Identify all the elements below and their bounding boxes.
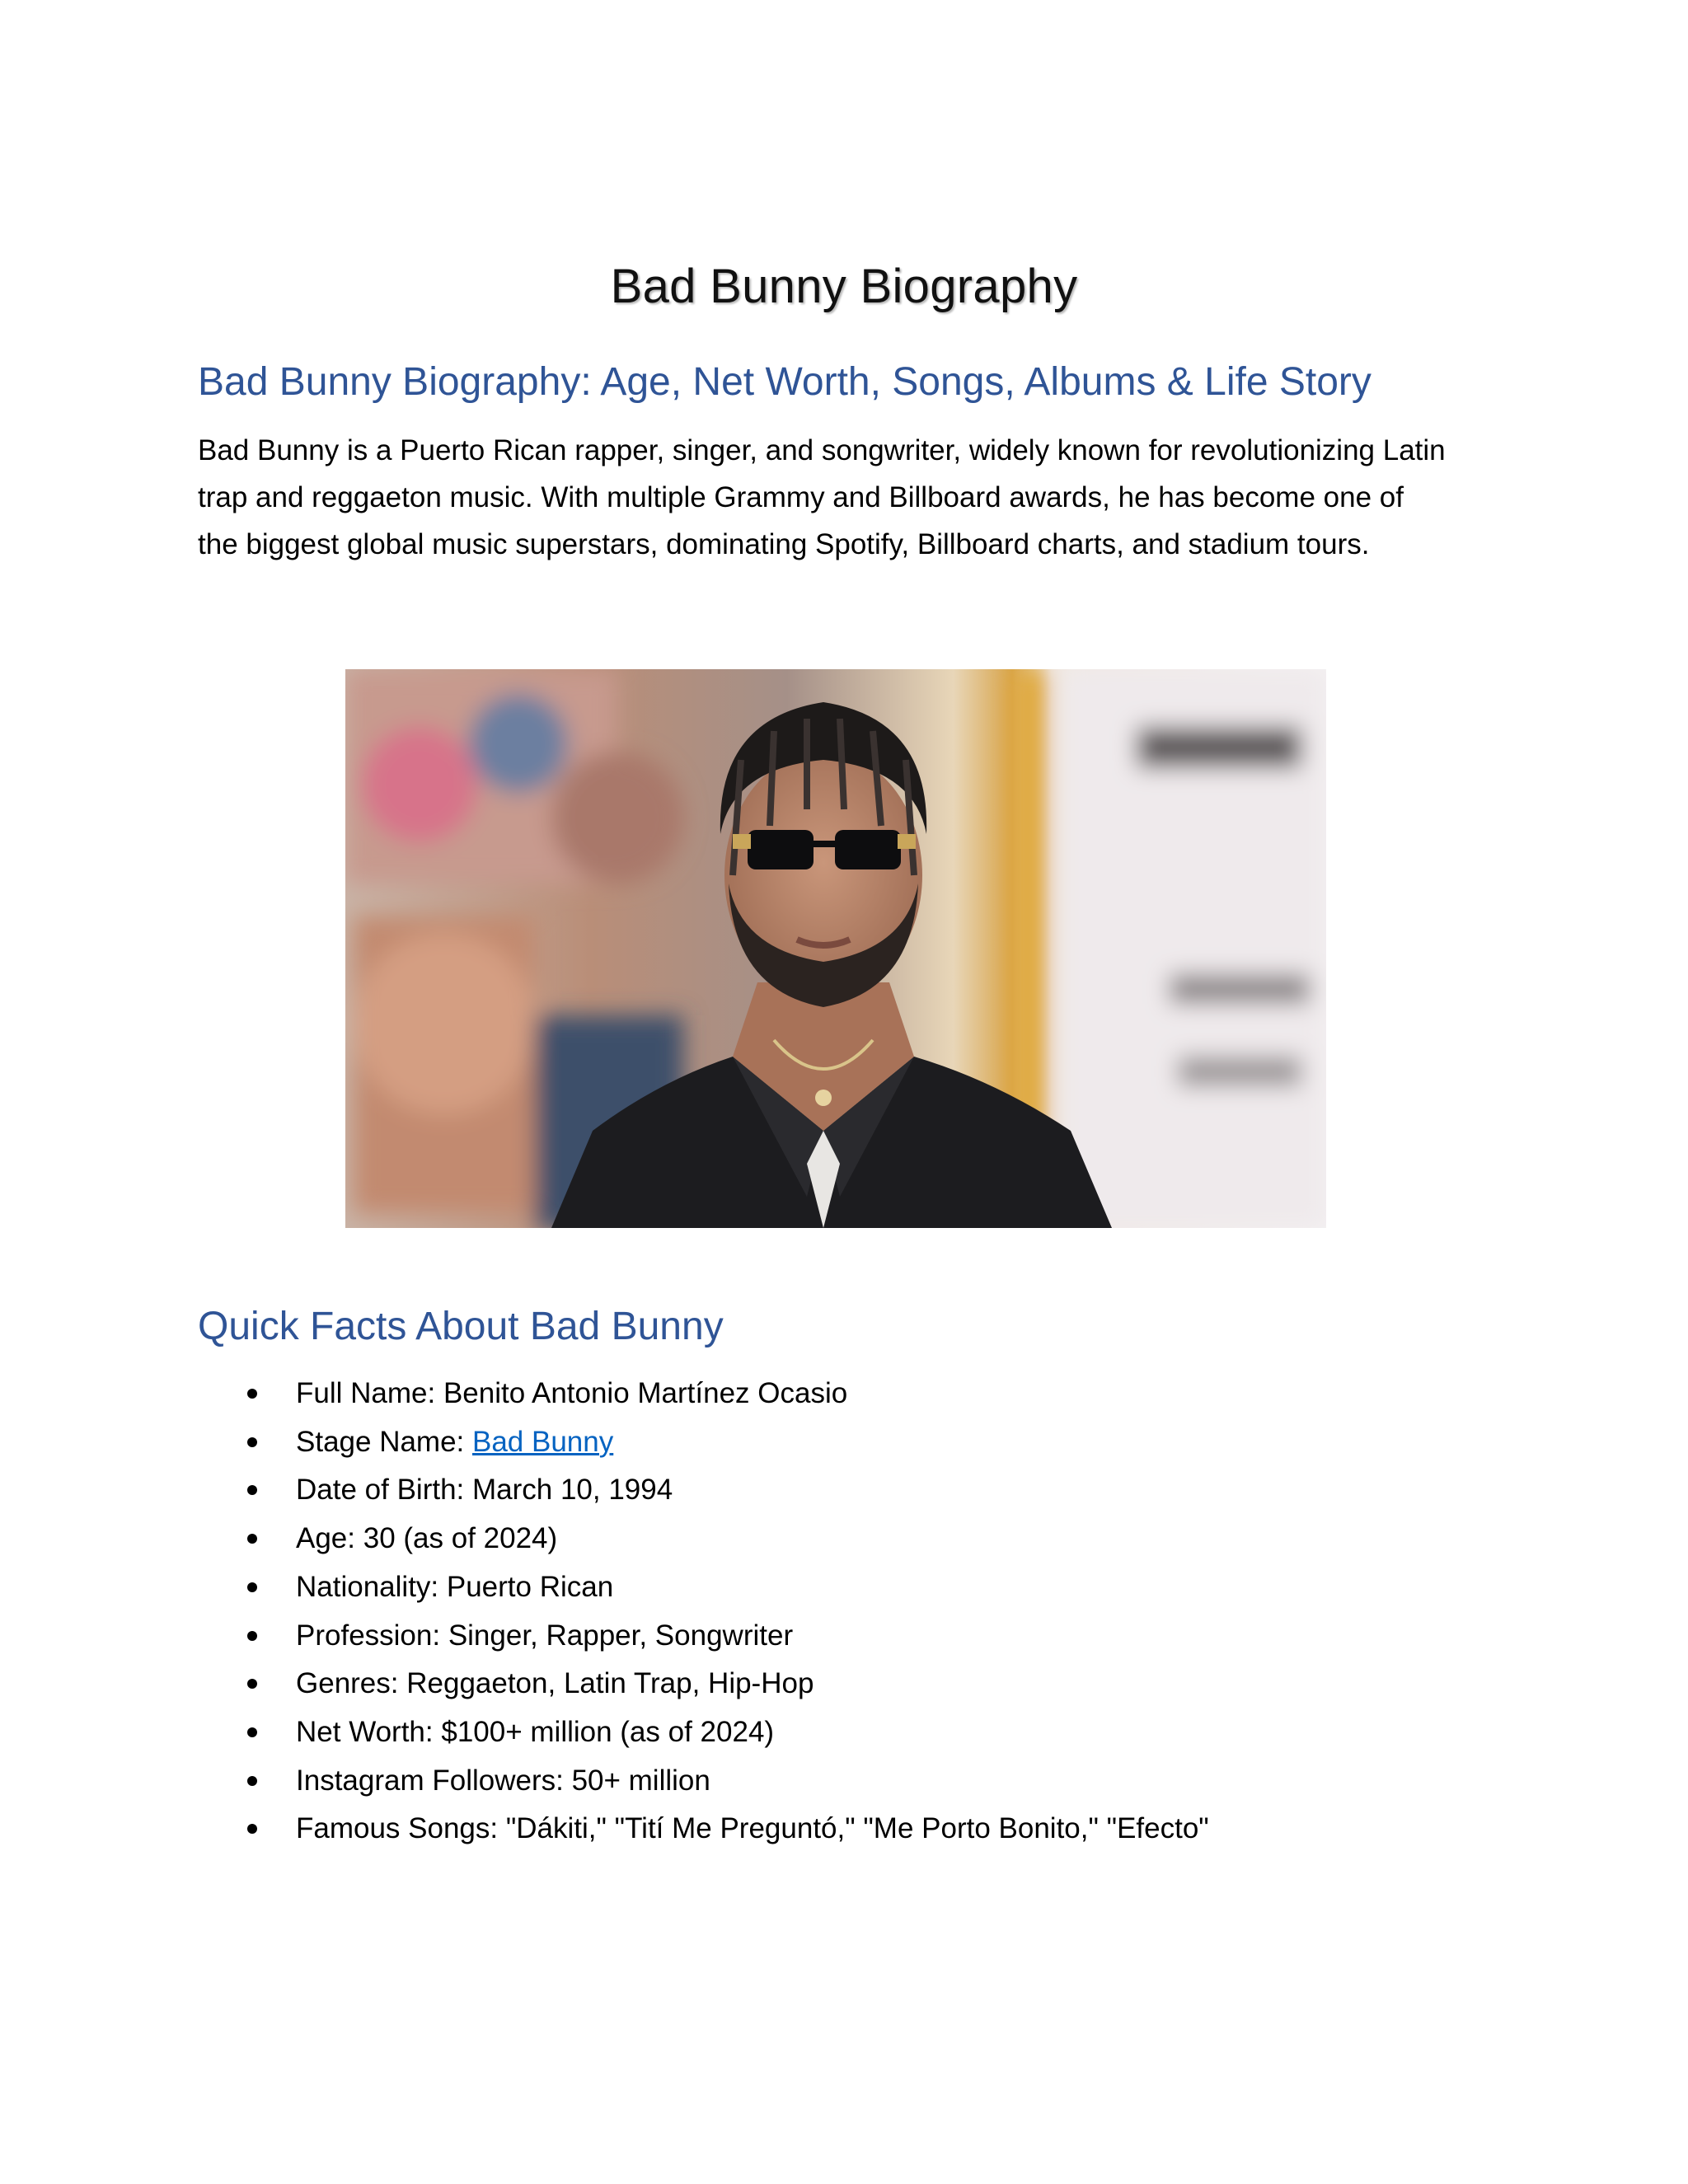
list-item — [198, 1757, 1517, 1806]
fact-value: March 10, 1994 — [471, 1474, 673, 1507]
stage-name-link[interactable]: Bad Bunny — [472, 1425, 614, 1458]
quick-facts-list — [198, 1370, 1517, 1854]
fact-label: Net Worth: — [296, 1715, 442, 1748]
fact-label: Age: — [296, 1522, 363, 1555]
fact-value: 50+ million — [571, 1764, 710, 1797]
list-item — [198, 1612, 1517, 1661]
list-item — [198, 1418, 1517, 1467]
fact-value: Singer, Rapper, Songwriter — [448, 1619, 794, 1652]
bullet-icon — [247, 1389, 257, 1399]
list-item — [198, 1370, 1517, 1418]
fact-value: 30 (as of 2024) — [363, 1522, 558, 1555]
list-item — [198, 1515, 1517, 1563]
quick-facts-heading: Quick Facts About Bad Bunny — [198, 1305, 724, 1348]
fact-value: "Dákiti," "Tití Me Preguntó," "Me Porto Bonito," "Efecto" — [505, 1812, 1209, 1845]
list-item — [198, 1660, 1517, 1708]
fact-label: Full Name: — [296, 1377, 443, 1409]
fact-label: Nationality: — [296, 1570, 447, 1603]
intro-paragraph: Bad Bunny is a Puerto Rican rapper, singer, and songwriter, widely known for revolutionizing Latin trap and reggaeton music. With multiple Grammy and Billboard awards, he has become one of the biggest global music superstars, dominating Spotify, Billboard charts, and stadium tours. — [198, 434, 1446, 560]
person-photo-icon — [345, 669, 1326, 1228]
fact-label: Stage Name: — [296, 1425, 472, 1458]
bullet-icon — [247, 1437, 257, 1447]
bullet-icon — [247, 1776, 257, 1786]
bullet-icon — [247, 1727, 257, 1737]
list-item — [198, 1805, 1517, 1854]
fact-label: Profession: — [296, 1619, 448, 1652]
fact-label: Genres: — [296, 1667, 407, 1700]
fact-label: Date of Birth: — [296, 1474, 472, 1507]
bullet-icon — [247, 1824, 257, 1834]
bullet-icon — [247, 1631, 257, 1641]
list-item — [198, 1563, 1517, 1612]
list-item — [198, 1708, 1517, 1757]
fact-value: Puerto Rican — [446, 1570, 614, 1603]
fact-value: Benito Antonio Martínez Ocasio — [443, 1377, 848, 1409]
list-item — [198, 1466, 1517, 1515]
bullet-icon — [247, 1679, 257, 1689]
bullet-icon — [247, 1582, 257, 1592]
biography-heading: Bad Bunny Biography: Age, Net Worth, Songs, Albums & Life Story — [198, 360, 1372, 404]
bullet-icon — [247, 1534, 257, 1544]
document-title: Bad Bunny Biography — [610, 260, 1078, 313]
fact-value: $100+ million (as of 2024) — [441, 1715, 775, 1748]
bullet-icon — [247, 1485, 257, 1495]
fact-value: Reggaeton, Latin Trap, Hip-Hop — [406, 1667, 814, 1700]
artist-photo — [345, 669, 1326, 1228]
fact-label: Instagram Followers: — [296, 1764, 572, 1797]
fact-label: Famous Songs: — [296, 1812, 506, 1845]
